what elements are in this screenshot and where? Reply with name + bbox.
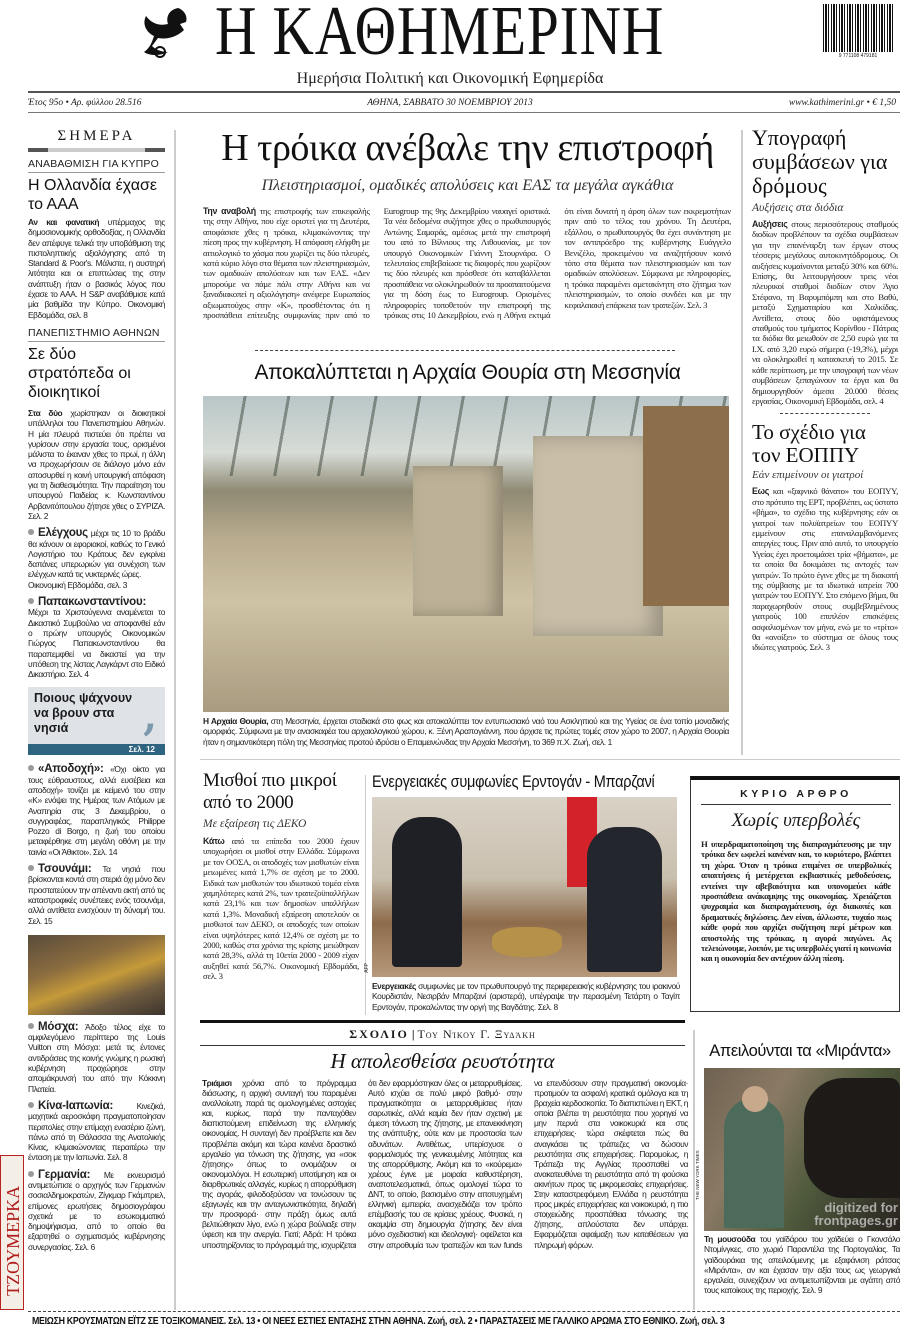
comma-icon: , xyxy=(143,693,157,741)
miranta-headline[interactable]: Απειλούνται τα «Μιράντα» xyxy=(709,1042,891,1060)
story-eopyy[interactable] xyxy=(752,421,898,653)
left-column xyxy=(28,125,165,1252)
story-text: και «ξαφνικό θάνατο» του ΕΟΠΥΥ, στο πρότυπο της ΕΡΤ, προβλέπει, ως ύστατο «βήμα», το σχέδιο της κυβέρνησης εάν οι γιατροί των πολυϊατρείων του ΕΟΠΥΥ εμμείνουν στις επαναλαμβανόμενες απεργίες τους. Πριν από αυτό, το υπουργείο Υγείας έχει προετοιμάσει τρία «βήματα», με τα οποία θα δοκιμάσει τις αντοχές των γιατρών. Το πρώτο έγινε χθες με τη διακοπή της σύμβασης με τα ιδιωτικά ιατρεία 700 γιατρών του ΕΟΠΥΥ. Στο επόμενο βήμα, θα παραχωρηθούν στους συμβεβλημένους γιατρούς 100 επιπλέον επισκέψεις ασφαλισμένων τον μήνα, ενώ με το «τρίτο» θα «ανοίξει» το σύστημα σε όλους τους ιδιώτες γιατρούς. Σελ. 3 xyxy=(752,486,898,653)
barcode xyxy=(823,4,893,52)
comment-top-rule xyxy=(200,1020,685,1023)
brief-text: Κινεζικά, μαχητικά αεροσκάφη πραγματοποίησαν περιπολίες στην επίμαχη ενασέριο ζώνη, πάνω από τη Θάλασσα της Ανατολικής Κίνας, κλιμακώνοντας περαιτέρω την ένταση με την Ιαπωνία. Σελ. 8 xyxy=(28,1100,165,1163)
brief-head: Τσουνάμι: xyxy=(38,863,92,876)
website-price: www.kathimerini.gr • € 1,50 xyxy=(788,98,896,108)
story-kicker: ΑΝΑΒΑΘΜΙΣΗ ΓΙΑ ΚΥΠΡΟ xyxy=(28,158,165,173)
tzoumerka-label: ΤΖΟΥΜΕΡΚΑ xyxy=(3,1185,23,1296)
story-headline[interactable]: Σε δύο στρατόπεδα οι διοικητικοί xyxy=(28,345,131,401)
story-netherlands[interactable] xyxy=(28,158,165,320)
separator: | xyxy=(411,1027,415,1041)
story-subhead: Με εξαίρεση τις ΔΕΚΟ xyxy=(203,818,307,830)
bullet-icon xyxy=(28,598,34,604)
brief-head: Κίνα-Ιαπωνία: xyxy=(38,1099,114,1112)
comment-label: ΣΧΟΛΙΟ xyxy=(349,1027,409,1041)
brief-item[interactable] xyxy=(28,1101,165,1163)
story-text: υπέρμαχος της δημοσιονομικής ορθοδοξίας, η Ολλανδία δεν απέφυγε τελικά την υποβάθμιση της πιστοληπτικής αξιολόγησης από τη Standard & Poor's. Μάλιστα, η αυστηρή λιτότητα και οι επιπτώσεις της στην ανάπτυξη ήταν ο βασικός λόγος που έχασε το ΑΑΑ. Η S&P αναβάθμισε κατά μία βαθμίδα την Κύπρο. Οικονομική Εβδομάδα, σελ. 8 xyxy=(28,217,165,320)
story-text: στους περισσότερους σταθμούς διοδίων προβλέπουν τα σχέδια συμβάσεων για την επανέναρξη των έργων στους τέσσερις μεγάλους αυτοκινητόδρομους. Οι αυξήσεις κυμαίνονται μεταξύ 30% και 60%. Επίσης, θα λειτουργήσουν τρεις νέοι πλευρικοί σταθμοί διοδίων στον Άγιο Στέφανο, τη Βαρυμπόμπη και στο Βαθύ, μεταξύ Σχηματαρίου και Χαλκίδας. Αντίθετα, στους δύο υφιστάμενους σταθμούς του τμήματος Κορίνθου - Πάτρας τα διόδια θα μειωθούν σε 2,50 ευρώ για τα Ι.Χ. από 3,20 ευρώ σήμερα (-19,3%), μέχρι να ολοκληρωθεί η κατασκευή το 2015. Σε κάθε περίπτωση, με την υπογραφή των νέων συμβάσεων ξεπαγώνουν τα έργα και θα δημιουργηθούν άμεσα 20.000 θέσεις εργασίας. Οικονομική Εβδομάδα, σελ. 4 xyxy=(752,219,898,406)
energy-caption xyxy=(372,981,680,1012)
main-body xyxy=(203,206,731,320)
main-headline[interactable]: Η τρόικα ανέβαλε την επιστροφή xyxy=(221,127,714,169)
story-lead: Αν και φανατική xyxy=(28,217,100,227)
bullet-icon xyxy=(28,1171,34,1177)
main-lead: Την αναβολή xyxy=(203,206,256,216)
brief-text: Άδοξο τέλος είχε το αμφιλεγόμενο περίπτερο της Louis Vuitton στη Μόσχα: μετά τις έντονες αντιδράσεις της κοινής γνώμης η ρωσική κυβέρνηση προχώρησε στην απομάκρυνσή του από την Κόκκινη Πλατεία. xyxy=(28,1021,165,1094)
brief-text: μέχρι τις 10 το βράδυ θα κάνουν οι εφοριακοί, καθώς το Γενικό Λογιστήριο του Κράτους δεν εγκρίνει δαπάνες υπερωριών για συνέχιση των ελέγχων κατά τις νυκτερινές ώρες. xyxy=(28,528,165,580)
editorial-headline[interactable]: Χωρίς υπερβολές xyxy=(731,810,861,831)
brief-item[interactable] xyxy=(28,1170,165,1252)
section-title-today: ΣΗΜΕΡΑ xyxy=(57,128,136,144)
editorial-body: Η υπερδραματοποίηση της διαπραγμάτευσης με την τρόικα δεν ωφελεί κανέναν και, το κυριότερο, βλάπτει τη χώρα. Όταν η τρόικα επιμένει σε υπερβολικές απαιτήσεις ή μετέρχεται εκβιαστικές μεθοδεύσεις, εντείνει την αβεβαιότητα και υπονομεύει κάθε προσπάθεια ανάκαμψης της οικονομίας. Χρειάζεται ψυχραιμία και διαπραγμάτευση, όχι διακοπές και δραματικές δηλώσεις. Δεν είναι, άλλωστε, τυχαίο πως κάθε φορά που αρχίζει συζήτηση περί μέτρων και αποστολής της τρόικας, η αγορά παγώνει. Ας τελειώνουμε, λοιπόν, με τις υπερβολές γιατί η κοινωνία και η οικονομία δεν αντέχουν άλλη πίεση. xyxy=(701,839,892,964)
main-subhead: Πλειστηριασμοί, ομαδικές απολύσεις και ΕΑΣ τα μεγάλα αγκάθια xyxy=(261,177,674,194)
brief-text: «Όχι οίκτο για τους εύθραυστους, αλλά ευσέβεια και αποδοχή» τονίζει με κείμενό του στην «Κ» ενόψει της Ημέρας των Ατόμων με Αναπηρία στις 3 Δεκεμβρίου, ο συγγραφέας, παραπληγικός Philippe Pozzo di Borgo, η ζωή του οποίου μεταφέρθηκε στη μεγάλη οθόνη με την ταινία «Οι Άθικτοι». Σελ. 14 xyxy=(28,764,165,857)
story-toll-roads[interactable] xyxy=(752,126,898,406)
editorial-kicker: ΚΥΡΙΟ ΑΡΘΡΟ xyxy=(701,788,891,805)
photo-credit: THE NEW YORK TIMES xyxy=(695,1150,700,1200)
comment-body xyxy=(202,1078,688,1250)
watermark: digitized for frontpages.gr xyxy=(814,1200,898,1228)
photo-story-headline[interactable]: Αποκαλύπτεται η Αρχαία Θουρία στη Μεσσηνία xyxy=(254,361,681,384)
masthead xyxy=(0,0,900,118)
bottom-ticker[interactable]: ΜΕΙΩΣΗ ΚΡΟΥΣΜΑΤΩΝ ΕΪΤΖ ΣΕ ΤΟΞΙΚΟΜΑΝΕΙΣ. Σελ. 13 • ΟΙ ΝΕΕΣ ΕΣΤΙΕΣ ΕΝΤΑΣΗΣ ΣΤΗΝ ΑΘΗΝΑ. Ζωή, σελ. 2 • ΠΑΡΑΣΤΑΣΕΙΣ ΜΕ ΓΑΛΛΙΚΟ ΑΡΩΜΑ ΣΤΟ ΕΘΝΙΚΟ. Ζωή, σελ. 3 xyxy=(32,1315,725,1327)
photo-credit: AFP xyxy=(363,963,370,973)
divider xyxy=(255,350,675,351)
story-text: από τα επίπεδα του 2000 έχουν υποχωρήσει οι μισθοί στην Ελλάδα. Σύμφωνα με τον ΟΟΣΑ, οι αποδοχές των μισθωτών είναι μειωμένες κατά 1,7% σε σχέση με το 2000. Ειδικά των μισθωτών του ιδιωτικού τομέα είναι χαμηλότερες κατά 2%, των τραπεζοϋπαλλήλων κατά 23,1% και των δημοσίων υπαλλήλων κατά 1,3%. Μοναδική εξαίρεση αποτελούν οι μισθωτοί των ΔΕΚΟ, οι αποδοχές των οποίων είναι υψηλότερες κατά 12,4% σε σχέση με το 2000, καθώς στα χρόνια της κρίσης μειώθηκαν κατά 28,3%, αλλά τη 10ετία 2000 - 2009 είχαν αυξηθεί κατά 56,7%. Οικονομική Εβδομάδα, σελ. 3 xyxy=(203,836,359,982)
column-rule xyxy=(365,775,366,1015)
story-lead: Στα δύο xyxy=(28,407,63,418)
story-lead: Εως xyxy=(752,486,769,497)
comment-kicker xyxy=(200,1027,685,1041)
bullet-icon xyxy=(28,529,34,535)
caption-lead: Η Αρχαία Θουρία, xyxy=(203,716,269,726)
comment-byline: Του Νίκου Γ. Ξυδάκη xyxy=(417,1027,536,1041)
story-body xyxy=(752,486,898,653)
tzoumerka-promo[interactable] xyxy=(0,1155,24,1310)
masthead-subtitle: Ημερήσια Πολιτική και Οικονομική Εφημερίδα xyxy=(296,70,604,87)
bullet-icon xyxy=(28,1102,34,1108)
brief-item[interactable] xyxy=(28,597,165,679)
caption-text: του γαϊδάρου του χαϊδεύει ο Γκονσάλο Ντομίνγκες, στο χωριό Παραντέλα της Πορτογαλίας. Τα γαϊδουράκια της απειλούμενης με εξαφάνιση ράτσας «Μιράντα», αν και έχασαν την αξία τους ως γεωργικά εργαλεία, συνεχίζουν να αντιμετωπίζονται με αγάπη από τους κατοίκους της περιοχής. Σελ. 9 xyxy=(704,1234,900,1296)
date-rule xyxy=(28,112,900,113)
louis-vuitton-photo xyxy=(28,935,165,1015)
story-body xyxy=(203,836,359,982)
ticker-rule xyxy=(28,1311,900,1312)
left-column-rule xyxy=(174,130,176,1310)
erdogan-barzani-photo xyxy=(372,797,677,977)
story-university[interactable] xyxy=(28,327,165,521)
brief-head: Ελέγχους xyxy=(38,527,88,540)
story-body xyxy=(28,408,165,521)
story-lead: Αυξήσεις xyxy=(752,219,788,229)
promo-title: Ποιους ψάχνουν να βρουν στα νησιά xyxy=(34,691,133,736)
story-body xyxy=(752,219,898,406)
story-subhead: Αυξήσεις στα διόδια xyxy=(752,202,844,214)
brief-item[interactable] xyxy=(28,864,165,926)
issue-number: Έτος 95ο • Αρ. φύλλου 28.516 xyxy=(28,98,142,108)
right-column-rule xyxy=(741,130,743,755)
brief-text: Τα νησιά που βρίσκονται κοντά στη στεριά όχι μόνο δεν προστατεύουν την απέναντι ακτή από τις καταστροφικές συνέπειες ενός τσουνάμι, αλλά αντίθετα ενισχύουν τη δύναμή του. Σελ. 15 xyxy=(28,864,165,926)
bullet-icon xyxy=(28,765,34,771)
story-headline[interactable]: Μισθοί πιο μικροί από το 2000 xyxy=(203,770,337,813)
section-title-bar xyxy=(28,148,165,152)
brief-text: Μέχρι τα Χριστούγεννα αναμένεται το Δικαστικό Συμβούλιο να αποφανθεί εάν ο πρώην υπουργός Οικονομικών Γιώργος Παπακωνσταντίνου θα παραπεμφθεί να δικαστεί για την υπόθεση της λίστας Λαγκάρντ στο Ειδικό Δικαστήριο. Σελ. 4 xyxy=(28,607,165,680)
brief-head: «Αποδοχή»: xyxy=(38,763,104,776)
newspaper-title: Η ΚΑΘΗΜΕΡΙΝΗ xyxy=(215,0,665,70)
caption-lead: Ενεργειακές xyxy=(372,981,416,991)
brief-item[interactable] xyxy=(28,1022,165,1094)
caption-lead: Τη μουσούδα xyxy=(704,1234,756,1244)
main-text: της επιστροφής των επικεφαλής της στην Αθήνα, που είχε οριστεί για τη Δευτέρα, αποφάσισε χθες η τρόικα, κλιμακώνοντας την πίεση προς την κυβέρνηση. Η απόφαση ελήφθη με αιτιολογικό το χάσμα που χωρίζει τις δύο πλευρές, κατά κύριο λόγο στα θέματα των πλειστηριασμών, των ομαδικών απολύσεων και των ΕΑΣ. «Δεν μπορούμε να πάμε πάλι στην Αθήνα και να ξαναδιακοπεί η αξιολόγηση» ανέφερε Ευρωπαίος αξιωματούχος στην «Κ», προσθέτοντας ότι η προσπάθεια επίτευξης συμφωνίας πριν από το Eurogroup της 9ης Δεκεμβρίου ναυαγεί οριστικά. Τα νέα δεδομένα συζήτησε χθες ο πρωθυπουργός Αντώνης Σαμαράς, αμέσως μετά την επιστροφή του από το Βίλνιους της Λιθουανίας, με τον υπουργό Οικονομικών Γιάννη Στουρνάρα. Ο τελευταίος επιβεβαίωσε τις διαφορές που χωρίζουν τις δύο πλευρές και πρόσθεσε ότι καταβάλλεται προσπάθεια να ολοκληρωθούν τα προαπαιτούμενα για τη δόση έως το Eurogroup. Ορισμένες πληροφορίες τοποθετούν την επιστροφή της τρόικας στις 10 Δεκεμβρίου, ενώ η Αθήνα εκτιμά ότι είναι δυνατή η άρση όλων των εκκρεμοτήτων πριν από το τέλος του χρόνου. Τη Δευτέρα, εξάλλου, ο πρωθυπουργός θα έχει συνάντηση με τον αντιπρόεδρο της κυβέρνησης Ευάγγελο Βενιζέλο, προκειμένου να αναζητήσουν κοινό τόπο στα θέματα των πλειστηριασμών και των ομαδικών απολύσεων. Σύμφωνα με πληροφορίες, η τρόικα παραμένει αμετακίνητη στο ζήτημα των πλειστηριασμών, το οποίο συνδέει και με την κεφαλαιακή επάρκεια των τραπεζών. Σελ. 3 xyxy=(203,206,731,321)
brief-ref: Οικονομική Εβδομάδα, σελ. 3 xyxy=(28,579,127,590)
brief-text: Με εκνευρισμό αντιμετώπισε ο αρχηγός των Γερμανών σοσιαλδημοκρατών, Ζίγκμαρ Γκάμπριελ, επίμονες ερωτήσεις δημοσιογράφου σχετικά με το εσωκομματικό δημοψήφισμα, από το οποίο θα εξαρτηθεί ο σχηματισμός κυβέρνησης συνεργασίας. Σελ. 6 xyxy=(28,1169,165,1252)
bullet-icon xyxy=(28,1023,34,1029)
brief-item[interactable] xyxy=(28,528,165,590)
editorial-box[interactable] xyxy=(690,776,900,1012)
griffin-logo-icon xyxy=(138,4,200,62)
comment-headline[interactable]: Η απολεσθείσα ρευστότητα xyxy=(330,1049,555,1073)
story-wages[interactable] xyxy=(203,770,359,982)
divider xyxy=(780,413,870,414)
brief-head: Γερμανία: xyxy=(38,1168,91,1181)
brief-item[interactable] xyxy=(28,764,165,857)
story-headline[interactable]: Η Ολλανδία έχασε το ΑΑΑ xyxy=(28,177,157,213)
story-subhead: Εάν επιμείνουν οι γιατροί xyxy=(752,469,864,482)
caption-text: συμφωνίες με τον πρωθυπουργό της περιφερειακής κυβέρνησης του ιρακινού Κουρδιστάν, Νεσιρβάν Μπαρζανί (αριστερά), υπέγραψε την περασμένη Τετάρτη ο Ταγίπ Ερντογάν, προκαλώντας την οργή της Βαγδάτης. Σελ. 8 xyxy=(372,981,680,1012)
comment-lead: Τριάμισι xyxy=(202,1078,232,1088)
brief-head: Παπακωνσταντίνου: xyxy=(38,596,147,609)
story-text: χωρίστηκαν οι διοικητικοί υπάλληλοι του Πανεπιστημίου Αθηνών. Η μία πλευρά πιστεύει ότι πρέπει να γυρίσουν στην εργασία τους, ορισμένοι μάλιστα το έκαναν χθες το πρωί, η άλλη να προχωρήσουν σε διάλογο μόνο εάν αποσυρθεί η κοινή υπουργική απόφαση για τη διαθεσιμότητα. Την παραίτηση του υπουργού Παιδείας κ. Κωνσταντίνου Αρβανιτόπουλου ζήτησε χθες ο ΣΥΡΙΖΑ. Σελ. 2 xyxy=(28,407,165,521)
energy-headline[interactable]: Ενεργειακές συμφωνίες Ερντογάν - Μπαρζανί xyxy=(372,773,655,791)
masthead-rule xyxy=(28,91,900,93)
comment-text: χρόνια από το πρόγραμμα διάσωσης, η αρχική συνταγή του παραμένει αναλλοίωτη, παρά τις ομολογημένες αστοχίες και, κυρίως, παρά την πανταχόθεν διαπιστούμενη επιδείνωση της ελληνικής οικονομίας. Η συνταγή δεν προέβλεπε και δεν προβλέπει ακόμη και τώρα κανένα δραστικό εργαλείο για τόνωση της ζήτησης, για «σοκ ζήτησης» όπως το ονομάζουν οι οικονομολόγοι. Η εσωτερική υποτίμηση και οι διαρθρωτικές αλλαγές, κυρίως η απορρύθμιση της αγοράς, φιλοδοξούσαν να τονώσουν τις εξαγωγές και την ανταγωνιστικότητα, δηλαδή την προσφορά· στην πράξη όμως αυτά βελτιώθηκαν λίγο, ενώ η χώρα βούλιαξε στην ύφεση και την ανεργία. Γιατί; Αδρά: Η τρόικα υποστηρίζοντας το πρόγραμμά της, ισχυρίζεται ότι δεν εφαρμόστηκαν όλες οι μεταρρυθμίσεις. Αυτό ισχύει σε πολύ μικρό βαθμό· στην πραγματικότητα οι μεταρρυθμίσεις ήταν σαρωτικές, αλλά καμία δεν ήταν σχετική με άμεση τόνωση της ζήτησης, με επανεκκίνηση της ανάπτυξης, ούτε καν με προστασία των αδυνάτων. Αντιθέτως, υπερίσχυσε ο φορμαλισμός της γενικευμένης λιτότητας και της απορρύθμισης. Ακόμη και το «κούρεμα» χρέους έγινε με μοιραία καθυστέρηση, αναποτελεσματικά, όπως ομολογεί τώρα το ΔΝΤ, το οποίο, βασισμένο στην αποτυχημένη ελληνική εμπειρία, ανασχεδιάζει τον τρόπο επέμβασής του σε κρίσεις χρέους. Φυσικά, η ακαμψία στη δημιουργία ζήτησης δεν είναι μόνο σχεδιαστική και ιδεολογική· οφείλεται και στην απροθυμία των τραπεζών και των funds να επενδύσουν στην πραγματική οικονομία· προτιμούν τα ασφαλή κρατικά ομόλογα και τη βραχεία κερδοσκοπία. Το διαπιστώνει η ΕΚΤ, η οποία βλέπει τη ρευστότητα που χορηγεί να μην περνά στα νοικοκυριά και στις επιχειρήσεις· τώρα σκέφτεται πώς θα αναγκάσει τις τράπεζες να δώσουν ρευστότητα στις επιχειρήσεις. Παρομοίως, η Τράπεζα της Αγγλίας προσπαθεί να ανακατευθύνει τη ρευστότητα από τη φούσκα ακινήτων προς τις μικρομεσαίες επιχειρήσεις. Στην καταστρεφόμενη Ελλάδα η ρευστότητα προς μικρές επιχειρήσεις και νοικοκυριά, η πιο στοιχειώδης προσπάθεια τόνωσης της ζήτησης, απλούστατα δεν υπάρχει. Εφαρμόζεται αφαίμαξη των καταθέσεων για πληρωμή φόρων. xyxy=(202,1078,688,1250)
divider xyxy=(200,759,900,760)
promo-page: Σελ. 12 xyxy=(28,744,165,755)
right-column xyxy=(752,126,898,653)
barcode-number: 9 771108 479181 xyxy=(823,53,893,59)
story-headline[interactable]: Το σχέδιο για τον ΕΟΠΠΥ xyxy=(752,420,866,468)
story-headline[interactable]: Υπογραφή συμβάσεων για δρόμους xyxy=(752,125,888,198)
caption-text: στη Μεσσηνία, έρχεται σταδιακά στο φως και αποκαλύπτει τον εντυπωσιακό ναό του Ασκληπιού και της Υγείας σε ένα τοπίο μοναδικής ομορφιάς. Σύμφωνα με την ανασκαφέα του αρχαιολογικού χώρου, κ. Ξένη Αραπογιάννη, που άρχισε τις πρώτες τομές στον χώρο το 2007, η Αρχαία Θουρία ήταν η σημαντικότερη πόλη της Μεσσηνίας προτού ιδρύσει ο Επαμεινώνδας την Αρχαία Μεσσήνη, το 369 π.Χ. Ζωή, σελ. 1 xyxy=(203,716,729,747)
promo-islands[interactable] xyxy=(28,687,165,755)
story-lead: Κάτω xyxy=(203,836,225,846)
issue-date: ΑΘΗΝΑ, ΣΑΒΒΑΤΟ 30 ΝΟΕΜΒΡΙΟΥ 2013 xyxy=(367,98,533,108)
story-body xyxy=(28,217,165,320)
comment-rule xyxy=(200,1045,685,1046)
brief-head: Μόσχα: xyxy=(38,1020,79,1033)
photo-caption xyxy=(203,716,729,747)
story-kicker: ΠΑΝΕΠΙΣΤΗΜΙΟ ΑΘΗΝΩΝ xyxy=(28,327,165,342)
bullet-icon xyxy=(28,865,34,871)
ancient-thouria-photo xyxy=(203,396,729,712)
miranta-caption xyxy=(704,1234,900,1296)
